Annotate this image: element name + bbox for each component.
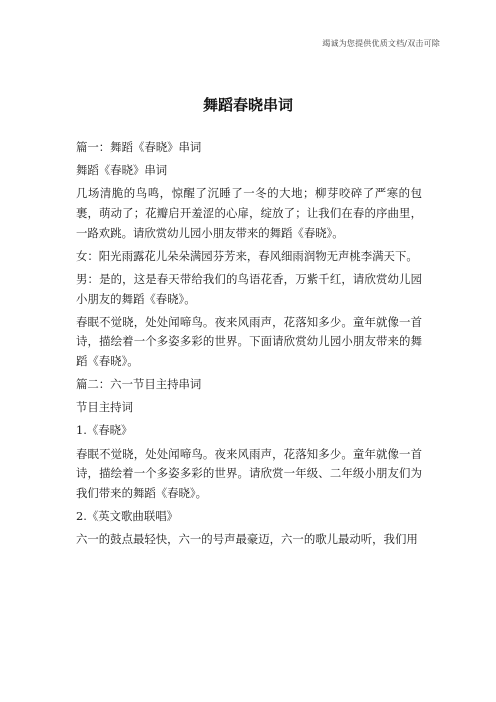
header-note: 竭诚为您提供优质文档/双击可除 — [322, 39, 440, 48]
document-body — [76, 138, 422, 553]
paragraph: 六一的鼓点最轻快，六一的号声最豪迈，六一的歌儿最动听，我们用 — [76, 532, 418, 547]
paragraph: 春眠不觉晓，处处闻啼鸟。夜来风雨声，花落知多少。童年就像一首诗，描绘着一个多姿多彩的世界。下面请欣赏幼儿园小朋友带来的舞蹈《春晓》。 — [76, 314, 422, 368]
paragraph: 篇一：舞蹈《春晓》串词 — [76, 140, 202, 154]
paragraph: 节目主持词 — [76, 400, 133, 415]
paragraph: 2.《英文歌曲联唱》 — [76, 509, 178, 524]
paragraph: 几场清脆的鸟鸣，惊醒了沉睡了一冬的大地；柳芽咬碎了严寒的包裹，萌动了；花瓣启开羞涩的心扉，绽放了；让我们在春的序曲里，一路欢跳。请欣赏幼儿园小朋友带来的舞蹈《春晓》。 — [76, 186, 422, 240]
paragraph: 篇二：六一节目主持串词 — [76, 377, 202, 392]
paragraph: 春眠不觉晓，处处闻啼鸟。夜来风雨声，花落知多少。童年就像一首诗，描绘着一个多姿多彩的世界。请欣赏一年级、二年级小朋友们为我们带来的舞蹈《春晓》。 — [76, 446, 422, 500]
paragraph: 1.《春晓》 — [76, 423, 133, 438]
paragraph: 男：是的，这是春天带给我们的鸟语花香，万紫千红，请欣赏幼儿园小朋友的舞蹈《春晓》。 — [76, 271, 422, 306]
document-title: 舞蹈春晓串词 — [202, 96, 293, 114]
paragraph: 舞蹈《春晓》串词 — [76, 163, 168, 178]
paragraph: 女：阳光雨露花儿朵朵满园芬芳来，春风细雨润物无声桃李满天下。 — [76, 248, 418, 263]
